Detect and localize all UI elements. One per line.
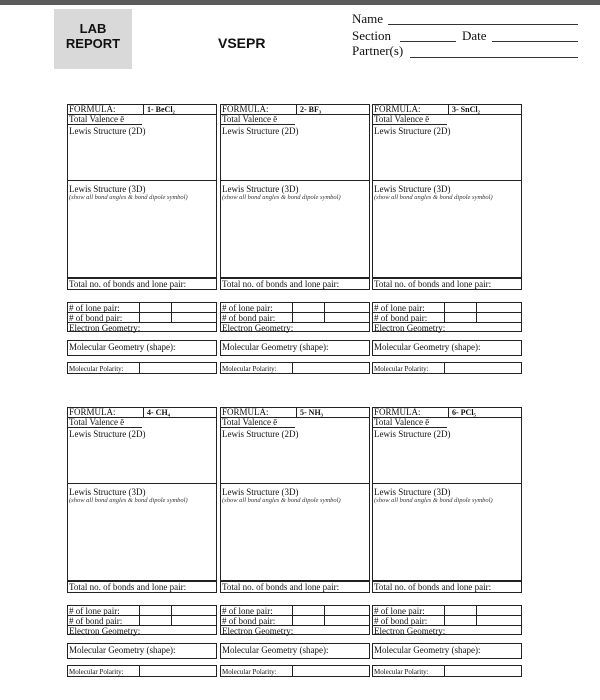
lewis-2d-label: Lewis Structure (2D) [374,126,451,136]
bond-pair-label: # of bond pair: [222,616,276,626]
lewis-2d-area[interactable] [68,137,216,179]
rule [444,362,445,374]
total-bonds-label: Total no. of bonds and lone pair: [374,279,492,289]
partners-label: Partner(s) [352,43,404,58]
bond-pair-label: # of bond pair: [222,313,276,323]
rule [372,180,522,181]
lone-pair-field[interactable] [140,302,170,312]
lewis-3d-area[interactable] [68,517,216,579]
lewis-2d-area[interactable] [373,137,521,179]
date-label: Date [462,28,487,43]
molecular-geometry-label: Molecular Geometry (shape): [222,645,329,655]
lone-pair-label: # of lone pair: [222,303,273,313]
bond-pair-field[interactable] [445,615,475,625]
lewis-3d-note: (show all bond angles & bond dipole symbol) [222,194,341,201]
lone-pair-field[interactable] [293,302,323,312]
molecular-polarity-label: Molecular Polarity: [374,365,429,373]
section-label: Section [352,28,391,43]
electron-geometry-label: Electron Geometry: [69,323,141,333]
lone-pair-label: # of lone pair: [69,606,120,616]
total-valence-label: Total Valence ē [222,417,278,427]
rule [220,124,295,125]
rule [67,124,142,125]
molecular-polarity-label: Molecular Polarity: [222,668,277,676]
total-bonds-label: Total no. of bonds and lone pair: [374,582,492,592]
lone-pair-field[interactable] [140,605,170,615]
total-bonds-label: Total no. of bonds and lone pair: [222,279,340,289]
lewis-2d-label: Lewis Structure (2D) [374,429,451,439]
lone-pair-label: # of lone pair: [374,606,425,616]
lewis-3d-label: Lewis Structure (3D) [374,184,451,194]
molecular-geometry-label: Molecular Geometry (shape): [69,342,176,352]
lone-pair-label: # of lone pair: [222,606,273,616]
bond-pair-field[interactable] [293,615,323,625]
molecular-geometry-label: Molecular Geometry (shape): [374,342,481,352]
rule [171,302,172,322]
lewis-3d-label: Lewis Structure (3D) [374,487,451,497]
total-valence-label: Total Valence ē [222,114,278,124]
rule [220,180,370,181]
lone-pair-label: # of lone pair: [69,303,120,313]
lewis-3d-note: (show all bond angles & bond dipole symbol) [69,194,188,201]
lewis-2d-label: Lewis Structure (2D) [69,126,146,136]
lewis-3d-area[interactable] [221,517,369,579]
rule [220,483,370,484]
bond-pair-field[interactable] [293,312,323,322]
electron-geometry-label: Electron Geometry: [222,323,294,333]
bond-pair-label: # of bond pair: [374,313,428,323]
rule [220,427,295,428]
total-bonds-label: Total no. of bonds and lone pair: [69,279,187,289]
lewis-2d-area[interactable] [221,137,369,179]
rule [171,605,172,625]
rule [296,407,297,417]
molecular-geometry-label: Molecular Geometry (shape): [69,645,176,655]
rule [324,302,325,322]
lewis-2d-label: Lewis Structure (2D) [69,429,146,439]
date-field[interactable] [492,41,578,42]
lone-pair-label: # of lone pair: [374,303,425,313]
molecular-polarity-label: Molecular Polarity: [69,668,124,676]
bond-pair-label: # of bond pair: [69,616,123,626]
lone-pair-field[interactable] [445,605,475,615]
molecular-geometry-label: Molecular Geometry (shape): [374,645,481,655]
formula-value: 4- CH₄ [147,408,171,417]
lewis-3d-label: Lewis Structure (3D) [222,487,299,497]
rule [444,665,445,677]
lewis-3d-label: Lewis Structure (3D) [222,184,299,194]
formula-label: FORMULA: [69,104,116,114]
rule [372,427,447,428]
formula-label: FORMULA: [69,407,116,417]
lewis-2d-label: Lewis Structure (2D) [222,429,299,439]
rule [296,104,297,114]
electron-geometry-label: Electron Geometry: [222,626,294,636]
formula-label: FORMULA: [222,407,269,417]
rule [139,665,140,677]
rule [448,104,449,114]
molecular-polarity-label: Molecular Polarity: [374,668,429,676]
rule [448,407,449,417]
total-valence-label: Total Valence ē [374,417,430,427]
lewis-3d-area[interactable] [373,517,521,579]
rule [143,104,144,114]
rule [139,362,140,374]
total-valence-label: Total Valence ē [69,417,125,427]
total-valence-label: Total Valence ē [374,114,430,124]
formula-value: 2- BF₃ [300,105,322,114]
lewis-3d-label: Lewis Structure (3D) [69,184,146,194]
lewis-3d-note: (show all bond angles & bond dipole symbol) [374,194,493,201]
bond-pair-label: # of bond pair: [374,616,428,626]
lab-report-label [54,9,132,69]
lewis-3d-area[interactable] [373,214,521,276]
rule [476,302,477,322]
page-title: VSEPR [218,35,266,51]
name-field[interactable] [388,24,578,25]
electron-geometry-label: Electron Geometry: [374,323,446,333]
formula-value: 6- PCl₅ [452,408,476,417]
lewis-3d-note: (show all bond angles & bond dipole symbol) [222,497,341,504]
formula-label: FORMULA: [374,407,421,417]
formula-value: 1- BeCl₂ [147,105,175,114]
lewis-3d-area[interactable] [221,214,369,276]
total-valence-label: Total Valence ē [69,114,125,124]
molecular-polarity-label: Molecular Polarity: [222,365,277,373]
name-label: Name [352,11,384,26]
lab-report-text: LAB REPORT [65,21,121,51]
rule [67,483,217,484]
rule [324,605,325,625]
molecular-geometry-label: Molecular Geometry (shape): [222,342,329,352]
section-field[interactable] [400,41,456,42]
rule [292,362,293,374]
formula-value: 3- SnCl₂ [452,105,480,114]
partners-field[interactable] [410,57,578,58]
lewis-2d-label: Lewis Structure (2D) [222,126,299,136]
rule [476,605,477,625]
formula-value: 5- NH₃ [300,408,324,417]
rule [372,124,447,125]
electron-geometry-label: Electron Geometry: [374,626,446,636]
rule [143,407,144,417]
electron-geometry-label: Electron Geometry: [69,626,141,636]
bond-pair-label: # of bond pair: [69,313,123,323]
lone-pair-field[interactable] [293,605,323,615]
rule [372,483,522,484]
lewis-3d-note: (show all bond angles & bond dipole symbol) [69,497,188,504]
lewis-2d-area[interactable] [373,440,521,482]
lewis-3d-area[interactable] [68,214,216,276]
lone-pair-field[interactable] [445,302,475,312]
rule [67,427,142,428]
total-bonds-label: Total no. of bonds and lone pair: [69,582,187,592]
rule [292,665,293,677]
bond-pair-field[interactable] [140,312,170,322]
lewis-2d-area[interactable] [221,440,369,482]
top-border [0,0,600,5]
bond-pair-field[interactable] [445,312,475,322]
total-bonds-label: Total no. of bonds and lone pair: [222,582,340,592]
lewis-3d-note: (show all bond angles & bond dipole symbol) [374,497,493,504]
formula-label: FORMULA: [374,104,421,114]
lewis-3d-label: Lewis Structure (3D) [69,487,146,497]
lewis-2d-area[interactable] [68,440,216,482]
rule [67,180,217,181]
bond-pair-field[interactable] [140,615,170,625]
formula-label: FORMULA: [222,104,269,114]
molecular-polarity-label: Molecular Polarity: [69,365,124,373]
